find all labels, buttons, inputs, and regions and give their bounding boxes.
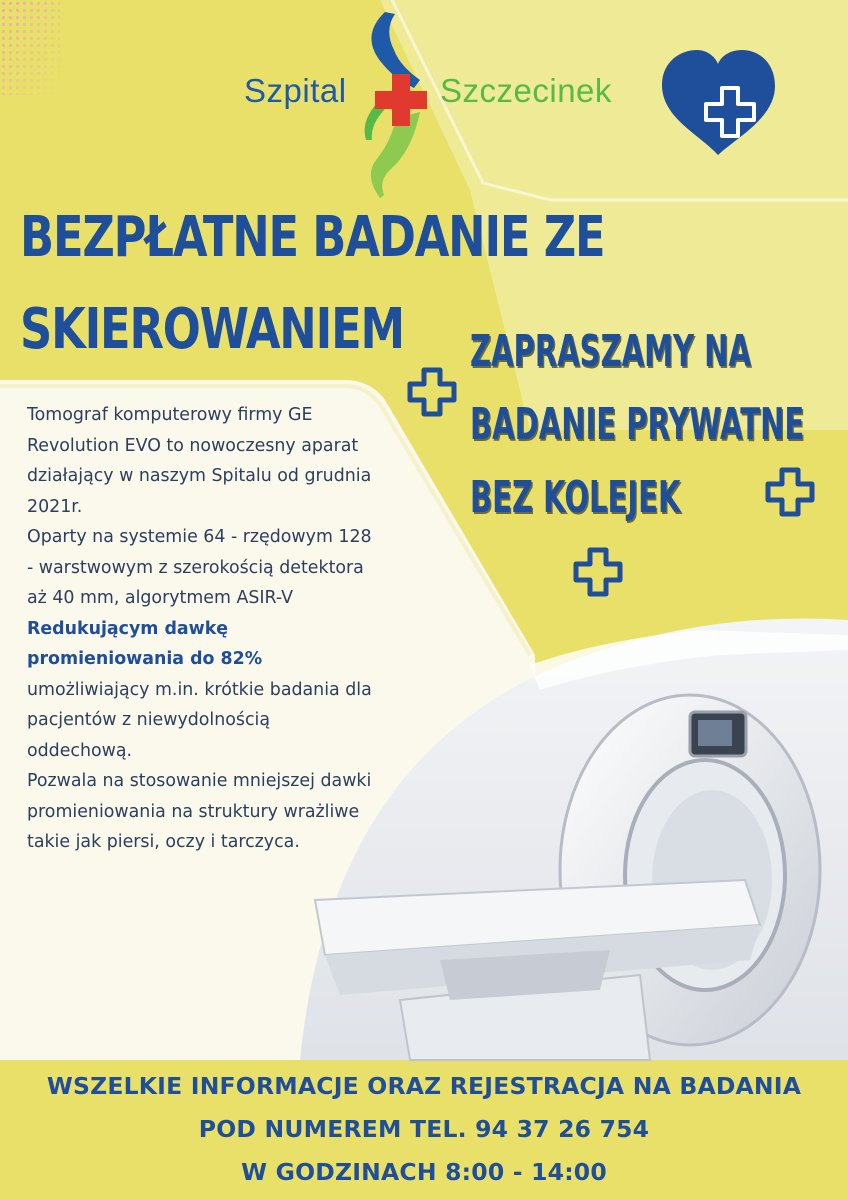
footer-line-1: WSZELKIE INFORMACJE ORAZ REJESTRACJA NA BADANIA <box>46 1072 802 1100</box>
description-paragraph-3: Pozwala na stosowanie mniejszej dawki promieniowania na struktury wrażliwe takie jak piersi, oczy i tarczyca. <box>27 771 372 852</box>
footer-hours-line: W GODZINACH 8:00 - 14:00 <box>241 1158 607 1186</box>
dose-reduction-highlight: Redukującym dawkę promieniowania do 82% <box>27 618 263 669</box>
logo-text-szpital: Szpital <box>244 72 347 109</box>
description-paragraph-2 <box>27 522 377 766</box>
description-text-span: umożliwiający m.in. krótkie badania dla pacjentów z niewydolnością oddechową. <box>27 679 372 761</box>
invite-heading <box>470 315 840 534</box>
headline-line-1: BEZPŁATNE BADANIE ZE <box>20 205 605 270</box>
plus-icon-3 <box>576 550 620 594</box>
description-paragraph-1: Tomograf komputerowy firmy GE Revolution EVO to nowoczesny aparat działający w naszym Spitalu od grudnia 2021r. <box>27 405 372 517</box>
description-text-span: Oparty na systemie 64 - rzędowym 128 - warstwowym z szerokością detektora aż 40 mm, algorytmem ASIR-V <box>27 527 372 608</box>
description-text <box>27 400 377 858</box>
logo-text-szczecinek: Szczecinek <box>440 72 612 109</box>
footer-phone-line: POD NUMEREM TEL. 94 37 26 754 <box>198 1115 650 1143</box>
invite-line-2: BADANIE PRYWATNE <box>470 399 805 450</box>
contact-footer <box>0 1065 848 1194</box>
headline-line-2: SKIEROWANIEM <box>20 297 404 362</box>
invite-line-1: ZAPRASZAMY NA <box>470 326 751 377</box>
dot-pattern <box>0 0 60 95</box>
plus-icon-1 <box>410 370 454 414</box>
invite-line-3: BEZ KOLEJEK <box>470 472 681 523</box>
